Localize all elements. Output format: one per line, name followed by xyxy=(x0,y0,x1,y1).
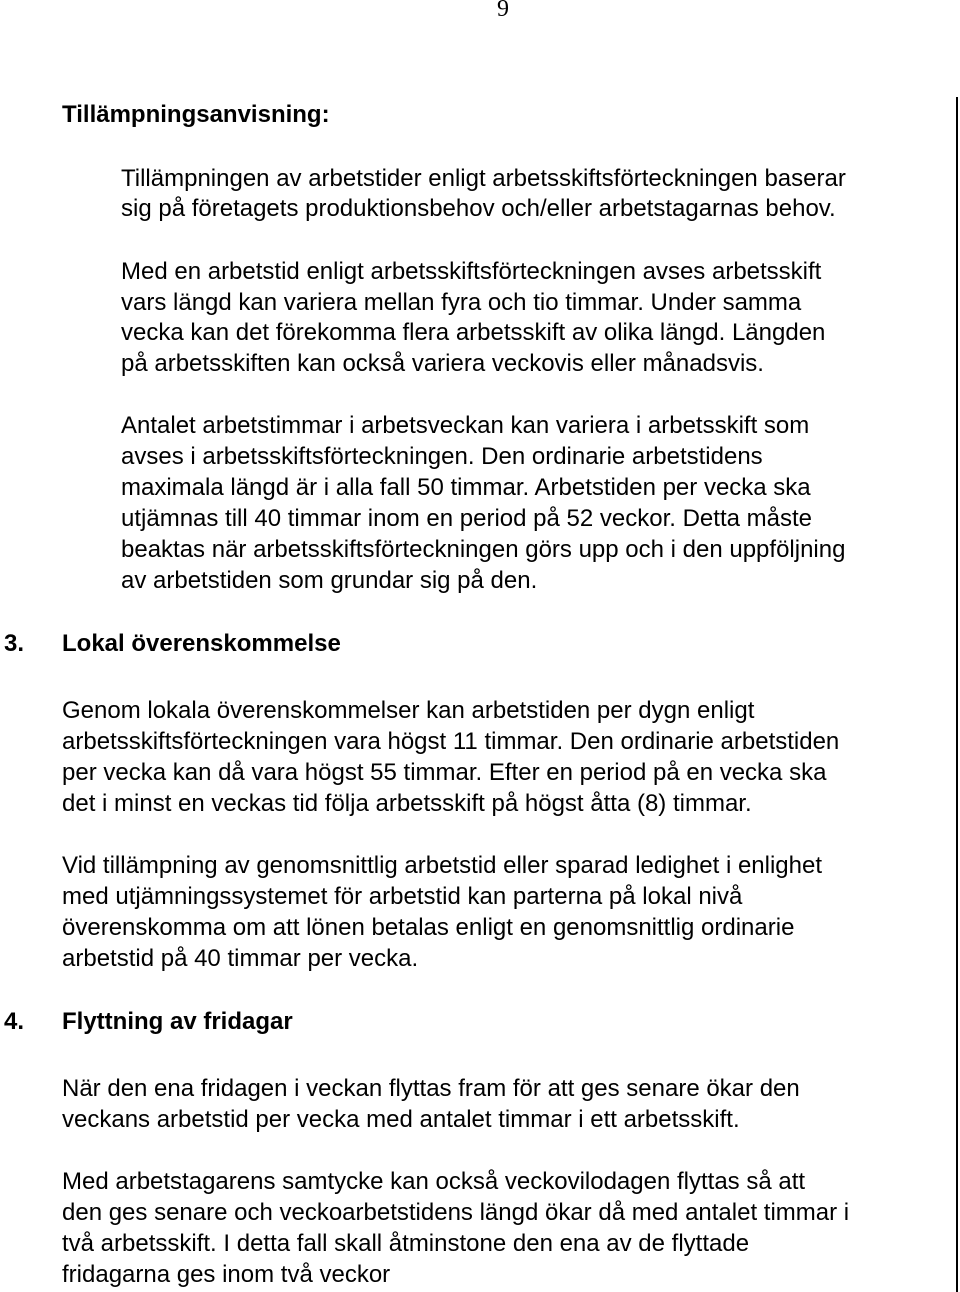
section-3-p2-line: med utjämningssystemet för arbetstid kan parterna på lokal nivå xyxy=(62,883,743,910)
tillampning-p1-line: sig på företagets produktionsbehov och/eller arbetstagarnas behov. xyxy=(121,195,836,222)
section-4-p2-line: den ges senare och veckoarbetstidens längd ökar då med antalet timmar i xyxy=(62,1199,850,1226)
tillampning-p3-line: utjämnas till 40 timmar inom en period på 52 veckor. Detta måste xyxy=(121,505,812,532)
tillampning-p2-line: vars längd kan variera mellan fyra och tio timmar. Under samma xyxy=(121,289,802,316)
section-4-p2-line: två arbetsskift. I detta fall skall åtminstone den ena av de flyttade xyxy=(62,1230,750,1257)
section-3-p2-line: överenskomma om att lönen betalas enligt en genomsnittlig ordinarie xyxy=(62,914,795,941)
tillampning-p3-line: avses i arbetsskiftsförteckningen. Den ordinarie arbetstidens xyxy=(121,443,763,470)
tillampning-p3-line: av arbetstiden som grundar sig på den. xyxy=(121,567,538,594)
section-4-p1-line: När den ena fridagen i veckan flyttas fram för att ges senare ökar den xyxy=(62,1075,800,1102)
tillampning-p1-line: Tillämpningen av arbetstider enligt arbetsskiftsförteckningen baserar xyxy=(121,165,846,192)
tillampning-p3-line: maximala längd är i alla fall 50 timmar. Arbetstiden per vecka ska xyxy=(121,474,811,501)
section-3-p1-line: arbetsskiftsförteckningen vara högst 11 timmar. Den ordinarie arbetstiden xyxy=(62,728,840,755)
section-3-heading: Lokal överenskommelse xyxy=(62,630,341,657)
margin-rule xyxy=(956,97,958,1292)
section-3-p1-line: per vecka kan då vara högst 55 timmar. Efter en period på en vecka ska xyxy=(62,759,827,786)
section-3-p1-line: det i minst en veckas tid följa arbetsskift på högst åtta (8) timmar. xyxy=(62,790,752,817)
section-3-p1-line: Genom lokala överenskommelser kan arbetstiden per dygn enligt xyxy=(62,697,755,724)
section-3-p2-line: arbetstid på 40 timmar per vecka. xyxy=(62,945,419,972)
tillampning-p3-line: Antalet arbetstimmar i arbetsveckan kan variera i arbetsskift som xyxy=(121,412,810,439)
section-4-p2-line: Med arbetstagarens samtycke kan också veckovilodagen flyttas så att xyxy=(62,1168,806,1195)
section-4-p2-line: fridagarna ges inom två veckor xyxy=(62,1261,391,1288)
tillampning-heading: Tillämpningsanvisning: xyxy=(62,101,330,128)
tillampning-p3-line: beaktas när arbetsskiftsförteckningen görs upp och i den uppföljning xyxy=(121,536,846,563)
section-4-heading: Flyttning av fridagar xyxy=(62,1008,293,1035)
section-3-number: 3. xyxy=(4,630,25,657)
section-4-p1-line: veckans arbetstid per vecka med antalet timmar i ett arbetsskift. xyxy=(62,1106,740,1133)
section-3-p2-line: Vid tillämpning av genomsnittlig arbetstid eller sparad ledighet i enlighet xyxy=(62,852,823,879)
tillampning-p2-line: Med en arbetstid enligt arbetsskiftsförteckningen avses arbetsskift xyxy=(121,258,822,285)
section-4-number: 4. xyxy=(4,1008,25,1035)
tillampning-p2-line: vecka kan det förekomma flera arbetsskift av olika längd. Längden xyxy=(121,319,826,346)
tillampning-p2-line: på arbetsskiften kan också variera veckovis eller månadsvis. xyxy=(121,350,764,377)
page-number: 9 xyxy=(497,0,509,22)
